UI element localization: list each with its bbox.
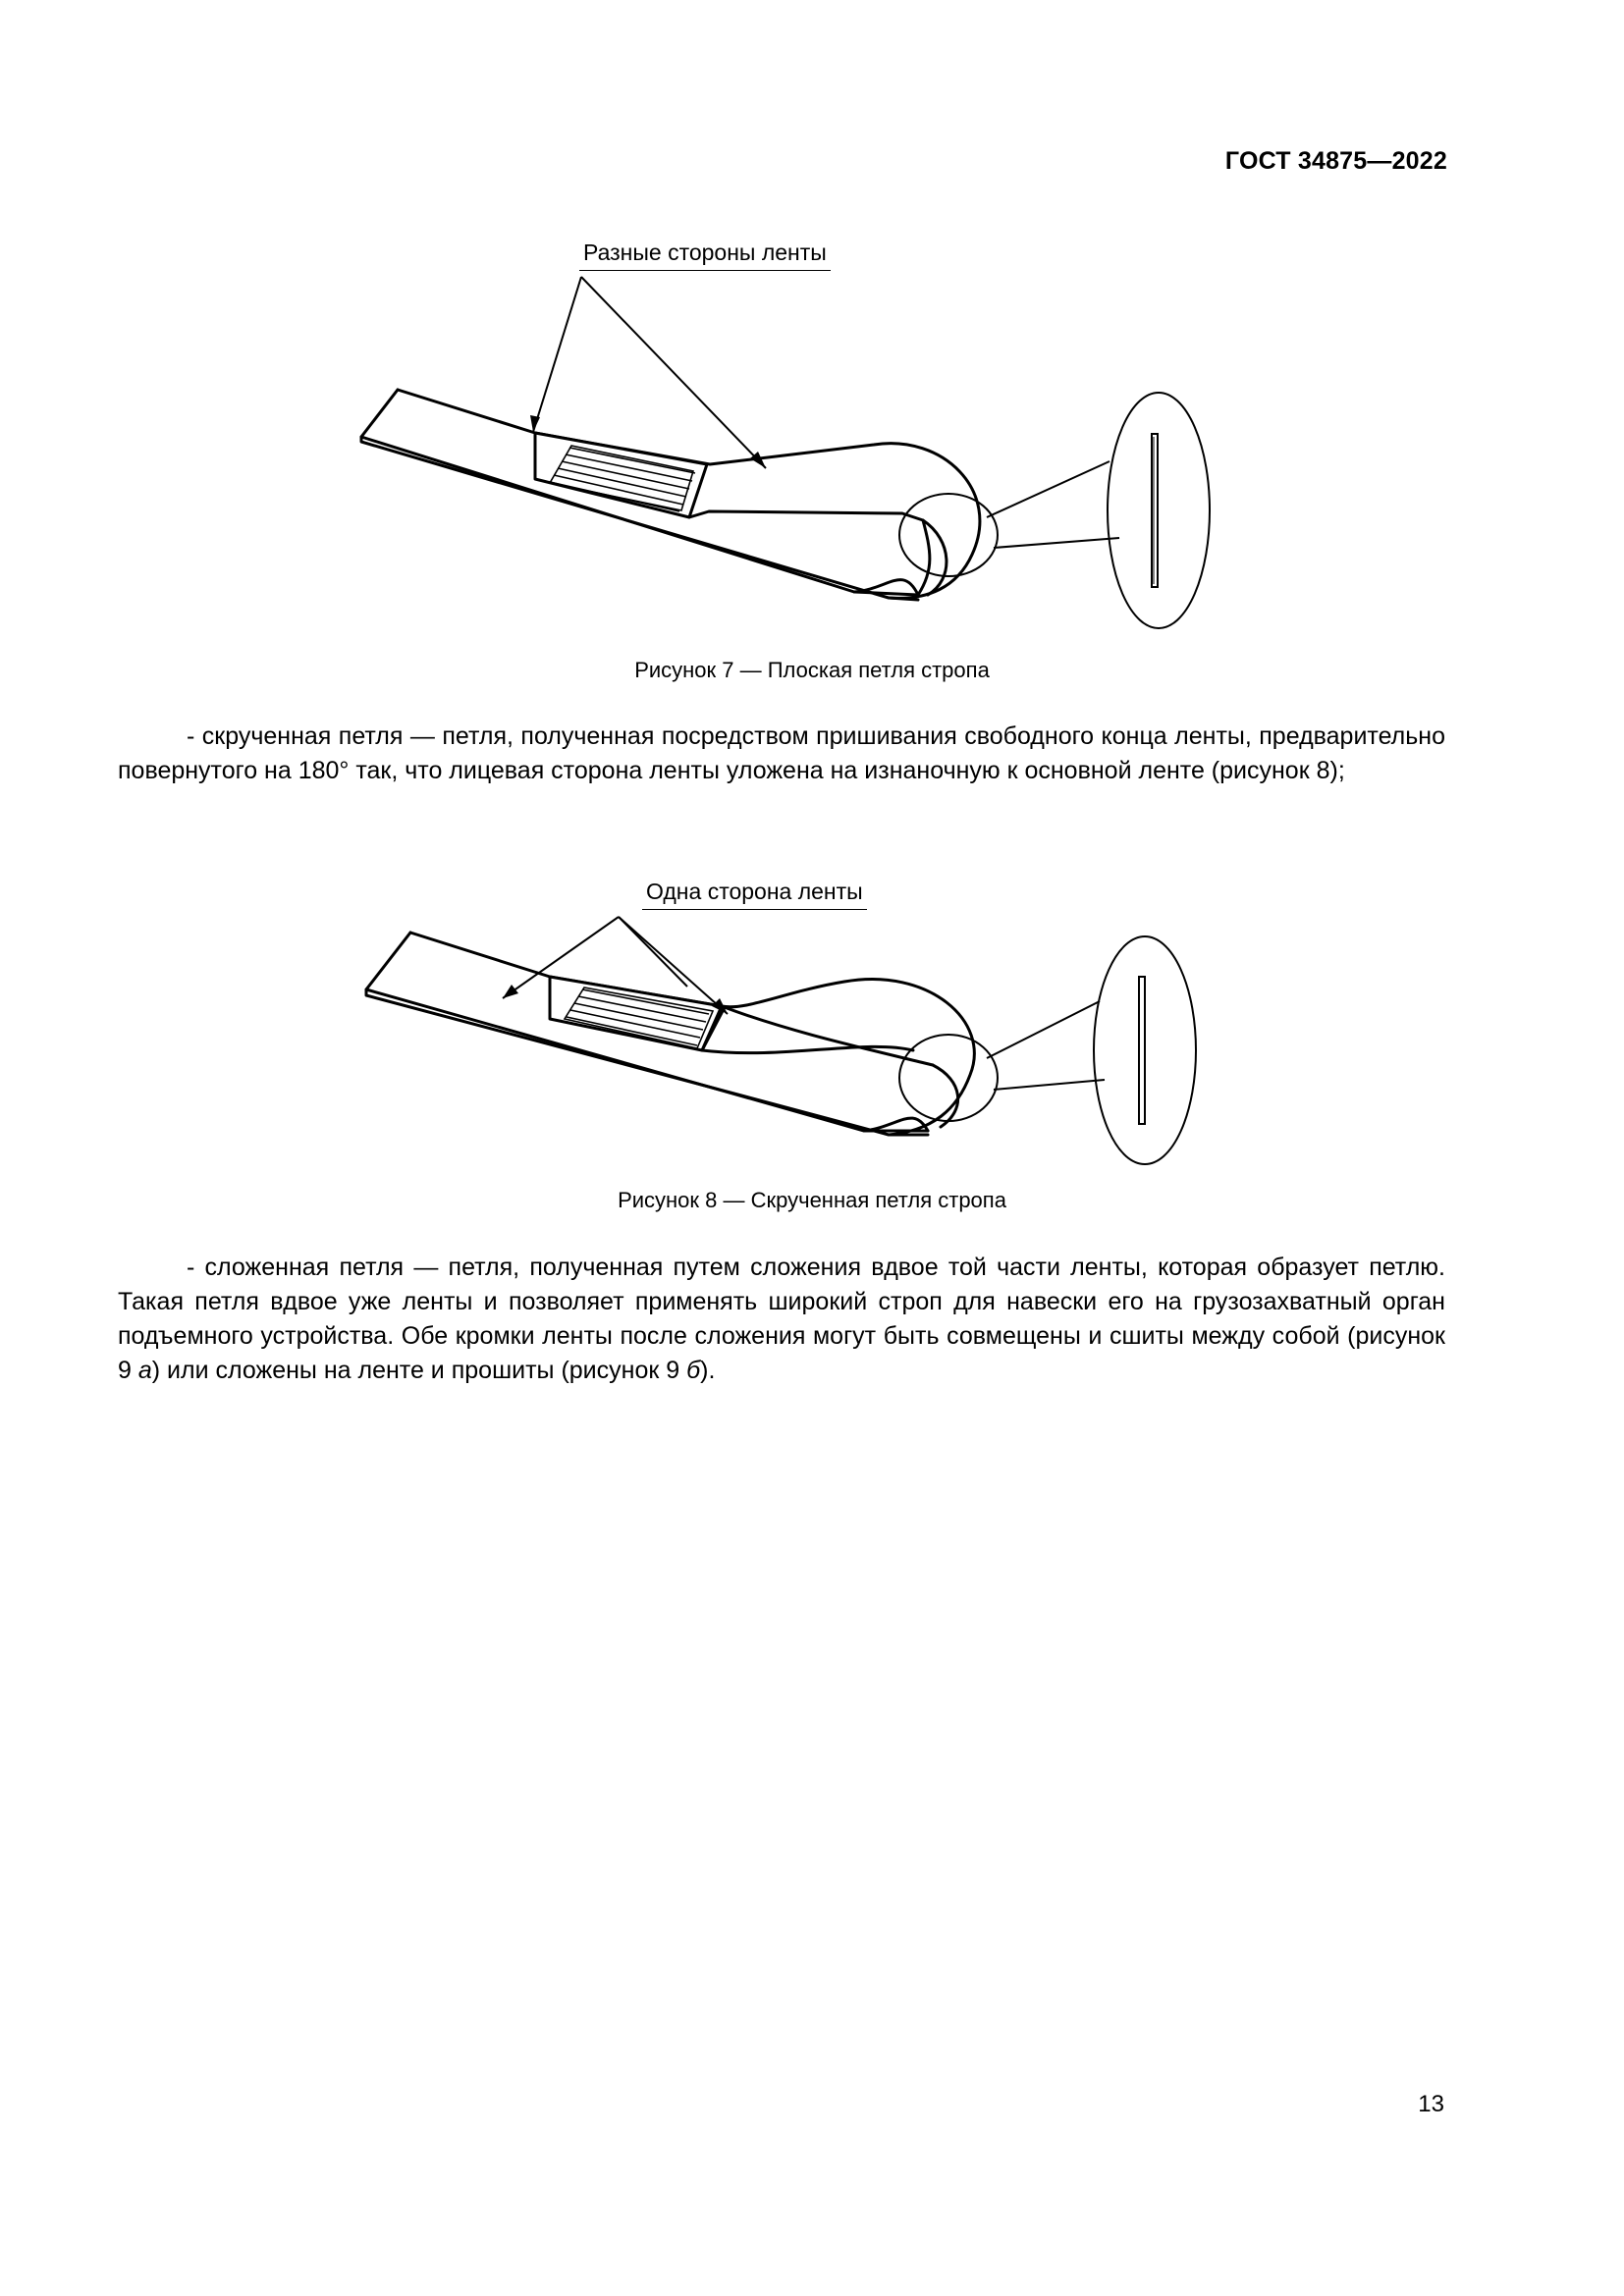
document-header: ГОСТ 34875—2022	[1224, 147, 1447, 175]
figure-9a-ref: а	[137, 1357, 152, 1384]
arrowhead-left	[530, 415, 540, 432]
figure-8	[0, 874, 1624, 1217]
figure-7-callout: Разные стороны ленты	[579, 240, 831, 271]
figure-8-caption: Рисунок 8 — Скрученная петля стропа	[618, 1188, 1006, 1212]
paragraph-folded-loop-part2: ) или сложены на ленте и прошиты (рисунок 9	[151, 1357, 687, 1384]
figure-8-callout: Одна сторона ленты	[642, 879, 867, 910]
figure-7	[0, 226, 1624, 682]
paragraph-folded-loop-part1: - сложенная петля — петля, полученная путем сложения вдвое той части ленты, которая образует петлю. Такая петля вдвое уже ленты и позволяет применять широкий строп для навески его на грузозахватный орган подъемного устройства. Обе кромки ленты после сложения могут быть совмещены и сшиты между собой (рисунок 9	[118, 1254, 1445, 1384]
flat-loop-drawing	[0, 226, 1624, 658]
paragraph-folded-loop-part3: ).	[700, 1357, 716, 1384]
twisted-loop-drawing	[0, 874, 1624, 1217]
figure-9b-ref: б	[686, 1357, 701, 1384]
page-number: 13	[1418, 2091, 1444, 2117]
paragraph-twisted-loop	[118, 720, 1445, 788]
paragraph-folded-loop	[118, 1251, 1445, 1388]
paragraph-folded-loop-text	[118, 1251, 1445, 1388]
paragraph-twisted-loop-text: - скрученная петля — петля, полученная посредством пришивания свободного конца ленты, предварительно повернутого на 180° так, что лицевая сторона ленты уложена на изнаночную к основной ленте (рисунок 8);	[118, 722, 1445, 784]
arrowhead-left	[503, 985, 518, 998]
figure-7-caption: Рисунок 7 — Плоская петля стропа	[634, 658, 990, 682]
